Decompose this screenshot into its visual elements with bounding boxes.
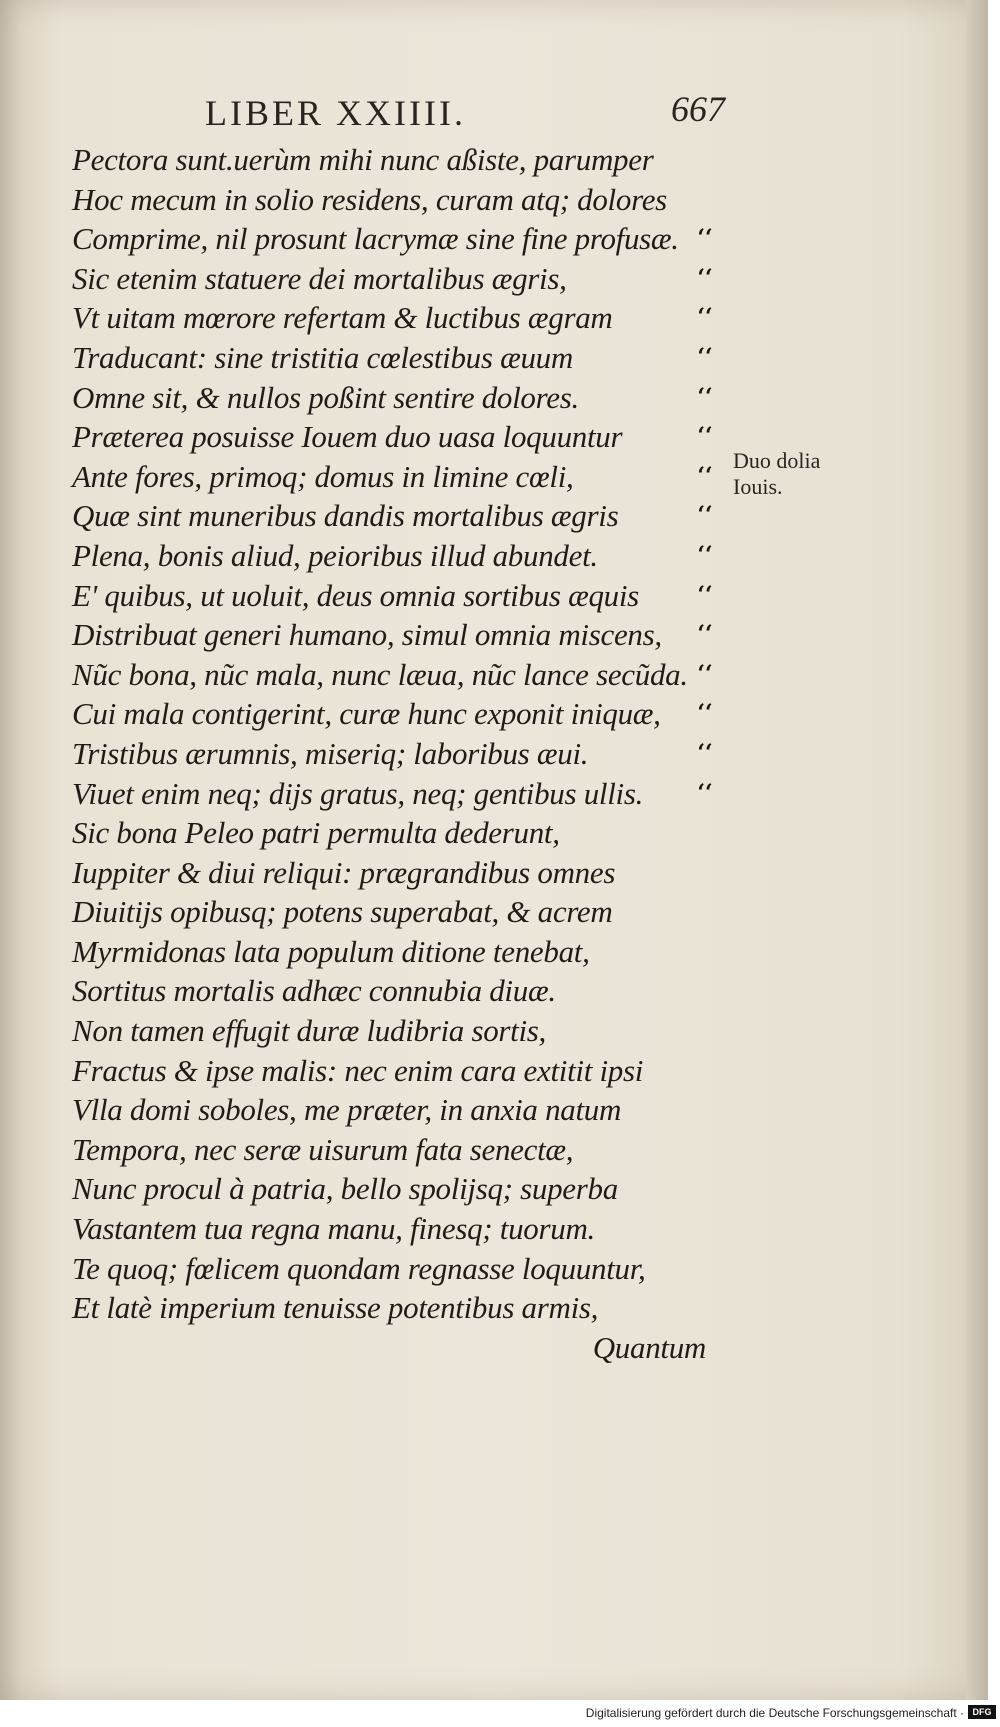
verse-line: Tempora, nec seræ uisurum fata senectæ,: [72, 1131, 574, 1167]
quote-mark: ‘‘: [697, 779, 713, 806]
verse-line: Nunc procul à patria, bello spolijsq; superba: [72, 1171, 618, 1207]
verse-line: Distribuat generi humano, simul omnia miscens,: [72, 617, 662, 653]
quote-mark: ‘‘: [697, 343, 713, 370]
verse-line: Et latè imperium tenuisse potentibus armis,: [72, 1290, 599, 1326]
verse-line: Fractus & ipse malis: nec enim cara extitit ipsi: [72, 1052, 644, 1088]
verse-line: Plena, bonis aliud, peioribus illud abundet.: [72, 537, 598, 573]
marginal-note-line: Duo dolia: [733, 448, 821, 473]
verse-line: Sic bona Peleo patri permulta dederunt,: [72, 815, 560, 851]
running-head: LIBER XXIIII.: [205, 93, 466, 133]
quote-mark: ‘‘: [697, 423, 713, 450]
verse-line: Traducant: sine tristitia cœlestibus æuum: [72, 339, 573, 375]
marginal-note-line: Iouis.: [733, 474, 783, 499]
verse-line: Hoc mecum in solio residens, curam atq; dolores: [72, 181, 667, 217]
quote-mark: ‘‘: [697, 502, 713, 529]
verse-line: Tristibus ærumnis, miseriq; laboribus æui.: [72, 735, 589, 771]
verse-line: Vlla domi soboles, me præter, in anxia natum: [72, 1092, 622, 1128]
verse-line: Præterea posuisse Iouem duo uasa loquuntur: [72, 419, 623, 455]
quote-mark: ‘‘: [697, 462, 713, 489]
verse-line: Vastantem tua regna manu, finesq; tuorum.: [72, 1211, 595, 1247]
verse-line: Iuppiter & diui reliqui: prægrandibus omnes: [72, 854, 616, 890]
verse-line: Te quoq; fœlicem quondam regnasse loquuntur,: [72, 1250, 646, 1286]
quote-mark: ‘‘: [697, 621, 713, 648]
verse-line: Sic etenim statuere dei mortalibus ægris,: [72, 260, 567, 296]
verse-line: Ante fores, primoq; domus in limine cœli,: [72, 458, 574, 494]
page-number: 667: [671, 89, 725, 129]
quote-mark: [690, 140, 720, 180]
verse-line: Cui mala contigerint, curæ hunc exponit iniquæ,: [72, 696, 661, 732]
marginal-note: [733, 448, 853, 500]
dfg-logo: DFG: [968, 1705, 996, 1719]
quote-mark: ‘‘: [697, 660, 713, 687]
quote-mark: ‘‘: [697, 541, 713, 568]
quote-mark: ‘‘: [697, 581, 713, 608]
quote-mark: ‘‘: [697, 383, 713, 410]
verse-line: Quæ sint muneribus dandis mortalibus ægris: [72, 498, 619, 534]
quote-mark: ‘‘: [697, 304, 713, 331]
verse-line: Omne sit, & nullos poßint sentire dolores.: [72, 379, 579, 415]
funding-credit: Digitalisierung gefördert durch die Deutsche Forschungsgemeinschaft ·: [585, 1706, 964, 1720]
verse-line: Diuitijs opibusq; potens superabat, & acrem: [72, 894, 613, 930]
verse-line: E' quibus, ut uoluit, deus omnia sortibus æquis: [72, 577, 639, 613]
quote-mark: ‘‘: [697, 739, 713, 766]
catchword: Quantum: [592, 1329, 706, 1365]
verse-line: Nũc bona, nũc mala, nunc læua, nũc lance secũda.: [72, 656, 688, 692]
verse-line: Comprime, nil prosunt lacrymæ sine fine profusæ.: [72, 221, 679, 257]
verse-line: Non tamen effugit duræ ludibria sortis,: [72, 1013, 547, 1049]
page-header: [205, 89, 725, 142]
quote-mark: ‘‘: [697, 225, 713, 252]
verse-block: [72, 140, 712, 1367]
quote-mark: ‘‘: [697, 264, 713, 291]
quotation-marks-column: [690, 140, 720, 813]
verse-line: Viuet enim neq; dijs gratus, neq; gentibus ullis.: [72, 775, 644, 811]
quote-mark: [690, 180, 720, 220]
digitization-footer: [0, 1700, 1000, 1727]
verse-line: Myrmidonas lata populum ditione tenebat,: [72, 933, 590, 969]
verse-line: Pectora sunt.uerùm mihi nunc aßiste, parumper: [72, 142, 654, 177]
verse-line: Vt uitam mœrore refertam & luctibus ægram: [72, 300, 613, 336]
page-edge: [966, 0, 988, 1700]
quote-mark: ‘‘: [697, 700, 713, 727]
verse-line: Sortitus mortalis adhæc connubia diuæ.: [72, 973, 556, 1009]
